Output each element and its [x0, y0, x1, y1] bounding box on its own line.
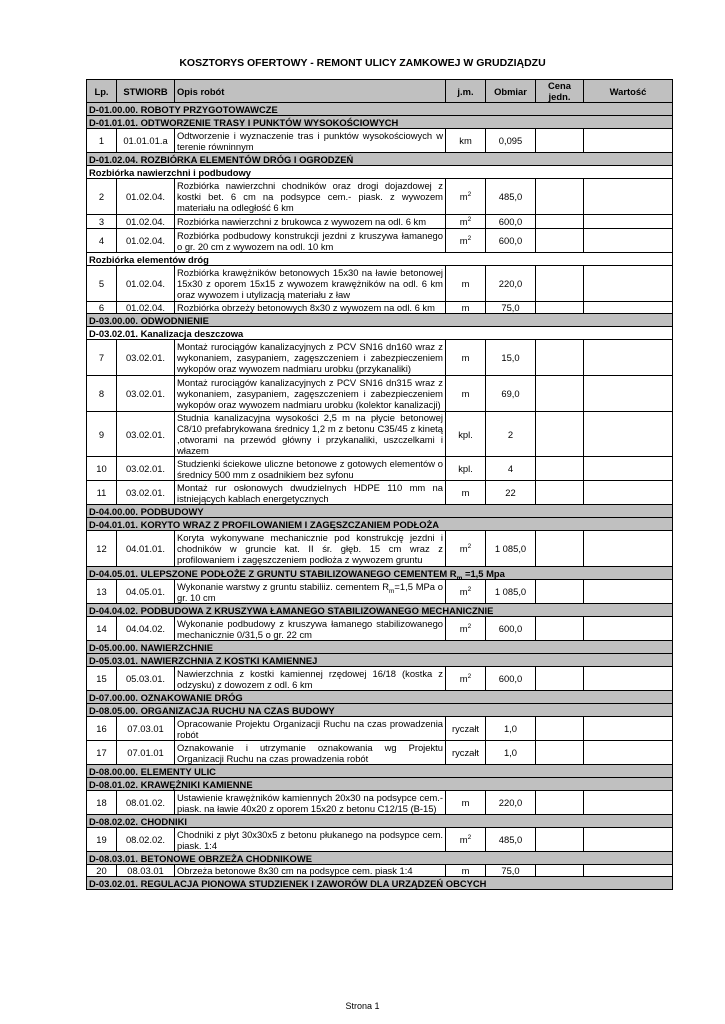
- table-row: [87, 828, 673, 852]
- table-row: [87, 617, 673, 641]
- opis-text: Studzienki ściekowe uliczne betonowe z gotowych elementów o średnicy 500 mm z osadnikiem bez syfonu: [177, 457, 443, 480]
- subsection-row: [87, 327, 673, 340]
- jm-superscript: 2: [467, 190, 472, 198]
- section-text: Rozbiórka elementów dróg: [89, 253, 209, 265]
- section-row: [87, 765, 673, 778]
- cell-wartosc: [584, 741, 673, 765]
- cell-cena: [536, 340, 584, 376]
- header-cena: Cena jedn.: [536, 80, 584, 103]
- table-row: [87, 340, 673, 376]
- cell-wartosc: [584, 266, 673, 302]
- cell-wartosc: [584, 580, 673, 604]
- cell-cena: [536, 531, 584, 567]
- section-row: [87, 654, 673, 667]
- cell-stwiorb: 08.01.02.: [117, 791, 175, 815]
- section-title: [87, 691, 673, 704]
- cell-stwiorb: 05.03.01.: [117, 667, 175, 691]
- cell-stwiorb: 01.02.04.: [117, 179, 175, 215]
- cell-opis: [175, 229, 446, 253]
- cell-wartosc: [584, 865, 673, 877]
- section-text-after: =1,5 Mpa: [462, 567, 505, 579]
- cell-obmiar: 69,0: [486, 376, 536, 412]
- section-row: [87, 103, 673, 116]
- jm-text: m: [461, 388, 470, 399]
- section-text: D-08.00.00. ELEMENTY ULIC: [89, 765, 216, 777]
- cell-jm: [446, 229, 486, 253]
- jm-text: m: [459, 235, 468, 246]
- jm-superscript: 2: [467, 234, 472, 242]
- jm-superscript: 2: [467, 622, 472, 630]
- table-row: [87, 376, 673, 412]
- cell-obmiar: 600,0: [486, 667, 536, 691]
- section-row: [87, 704, 673, 717]
- cell-stwiorb: 01.02.04.: [117, 229, 175, 253]
- cell-cena: [536, 376, 584, 412]
- cell-wartosc: [584, 457, 673, 481]
- cell-obmiar: 2: [486, 412, 536, 457]
- table-row: [87, 457, 673, 481]
- cell-jm: [446, 412, 486, 457]
- cell-obmiar: 0,095: [486, 129, 536, 153]
- cell-lp: 17: [87, 741, 117, 765]
- cell-opis: [175, 531, 446, 567]
- jm-superscript: 2: [467, 542, 472, 550]
- cell-wartosc: [584, 717, 673, 741]
- table-row: [87, 531, 673, 567]
- cell-lp: 6: [87, 302, 117, 314]
- cell-wartosc: [584, 828, 673, 852]
- cell-stwiorb: 04.05.01.: [117, 580, 175, 604]
- jm-text: m: [459, 834, 468, 845]
- cell-opis: [175, 828, 446, 852]
- section-text: Rozbiórka nawierzchni i podbudowy: [89, 166, 251, 178]
- cell-opis: [175, 376, 446, 412]
- cell-obmiar: 600,0: [486, 215, 536, 229]
- section-text: D-01.00.00. ROBOTY PRZYGOTOWAWCZE: [89, 103, 278, 115]
- cell-stwiorb: 03.02.01.: [117, 376, 175, 412]
- section-row: [87, 852, 673, 865]
- cell-wartosc: [584, 617, 673, 641]
- cell-opis: [175, 667, 446, 691]
- section-text: D-03.02.01. Kanalizacja deszczowa: [89, 327, 244, 339]
- section-text: D-04.01.01. KORYTO WRAZ Z PROFILOWANIEM I ZAGĘSZCZANIEM PODŁOŻA: [89, 518, 440, 530]
- cell-stwiorb: 08.03.01: [117, 865, 175, 877]
- cell-wartosc: [584, 340, 673, 376]
- section-title: [87, 815, 673, 828]
- opis-text: Rozbiórka obrzeży betonowych 8x30 z wywozem na odl. 6 km: [177, 302, 435, 313]
- cell-cena: [536, 215, 584, 229]
- cell-obmiar: 4: [486, 457, 536, 481]
- page-footer: Strona 1: [345, 1001, 380, 1011]
- section-title: [87, 778, 673, 791]
- cell-jm: [446, 266, 486, 302]
- section-text: D-01.02.04. ROZBIÓRKA ELEMENTÓW DRÓG I OGRODZEŃ: [89, 153, 354, 165]
- cell-stwiorb: 03.02.01.: [117, 481, 175, 505]
- cell-opis: [175, 717, 446, 741]
- table-row: [87, 865, 673, 877]
- section-text: D-05.03.01. NAWIERZCHNIA Z KOSTKI KAMIENNEJ: [89, 654, 318, 666]
- cell-obmiar: 75,0: [486, 865, 536, 877]
- cell-cena: [536, 580, 584, 604]
- cell-stwiorb: 01.01.01.a: [117, 129, 175, 153]
- cell-cena: [536, 302, 584, 314]
- section-text: D-04.00.00. PODBUDOWY: [89, 505, 204, 517]
- cell-cena: [536, 229, 584, 253]
- opis-text: Rozbiórka nawierzchni z brukowca z wywozem na odl. 6 km: [177, 216, 427, 227]
- cell-stwiorb: 01.02.04.: [117, 302, 175, 314]
- section-title: [87, 518, 673, 531]
- cell-lp: 13: [87, 580, 117, 604]
- section-title: [87, 567, 673, 580]
- cell-cena: [536, 791, 584, 815]
- cell-lp: 12: [87, 531, 117, 567]
- header-opis: Opis robót: [175, 80, 446, 103]
- section-text: D-07.00.00. OZNAKOWANIE DRÓG: [89, 691, 243, 703]
- table-row: [87, 481, 673, 505]
- opis-text: Nawierzchnia z kostki kamiennej rzędowej 16/18 (kostka z odzysku) z dowozem z odl. 6 km: [177, 667, 443, 690]
- cell-jm: [446, 580, 486, 604]
- cell-jm: [446, 129, 486, 153]
- cell-lp: 1: [87, 129, 117, 153]
- header-jm: j.m.: [446, 80, 486, 103]
- cell-lp: 8: [87, 376, 117, 412]
- table-row: [87, 302, 673, 314]
- jm-text: m: [461, 487, 470, 498]
- cell-wartosc: [584, 412, 673, 457]
- cell-stwiorb: 07.03.01: [117, 717, 175, 741]
- opis-text: Odtworzenie i wyznaczenie tras i punktów wysokościowych w terenie równinnym: [177, 129, 443, 152]
- section-text: D-01.01.01. ODTWORZENIE TRASY I PUNKTÓW WYSOKOŚCIOWYCH: [89, 116, 399, 128]
- section-row: [87, 641, 673, 654]
- cell-jm: [446, 828, 486, 852]
- opis-text: Wykonanie warstwy z gruntu stabiliiz. cementem R: [177, 580, 389, 592]
- cell-obmiar: 75,0: [486, 302, 536, 314]
- section-title: [87, 877, 673, 890]
- jm-text: m: [461, 302, 470, 313]
- cell-stwiorb: 04.01.01.: [117, 531, 175, 567]
- section-title: [87, 153, 673, 166]
- cell-lp: 19: [87, 828, 117, 852]
- section-title: [87, 327, 673, 340]
- cell-obmiar: 485,0: [486, 179, 536, 215]
- cell-opis: [175, 741, 446, 765]
- cell-opis: [175, 215, 446, 229]
- header-stwiorb: STWIORB: [117, 80, 175, 103]
- cell-cena: [536, 412, 584, 457]
- section-title: [87, 852, 673, 865]
- section-subscript: m: [456, 574, 463, 580]
- cell-opis: [175, 266, 446, 302]
- cell-obmiar: 1 085,0: [486, 580, 536, 604]
- cell-jm: [446, 179, 486, 215]
- cell-jm: [446, 481, 486, 505]
- cell-lp: 5: [87, 266, 117, 302]
- jm-text: ryczałt: [451, 723, 480, 734]
- opis-text: Oznakowanie i utrzymanie oznakowania wg Projektu Organizacji Ruchu na czas prowadzenia robót: [177, 741, 443, 764]
- cell-obmiar: 15,0: [486, 340, 536, 376]
- opis-text: Koryta wykonywane mechanicznie pod konstrukcję jezdni i chodników w gruncie kat. II śr. głęb. 15 cm wraz z profilowaniem i zagęszczeniem podłoża z wywozem gruntu: [177, 532, 443, 565]
- section-title: [87, 103, 673, 116]
- cell-jm: [446, 376, 486, 412]
- jm-superscript: 2: [467, 672, 472, 680]
- cell-cena: [536, 617, 584, 641]
- opis-text: Montaż rurociągów kanalizacyjnych z PCV SN16 dn315 wraz z wykonaniem, zasypaniem, zagęszczeniem i zabezpieczeniem wykopów oraz wywozem nadmiaru urobku (kolektor kanalizacji): [177, 377, 443, 410]
- cell-lp: 16: [87, 717, 117, 741]
- table-body: [87, 103, 673, 890]
- section-title: [87, 505, 673, 518]
- cell-jm: [446, 865, 486, 877]
- jm-text: m: [459, 673, 468, 684]
- cell-stwiorb: 03.02.01.: [117, 340, 175, 376]
- opis-subscript: m: [389, 587, 395, 595]
- section-title: [87, 765, 673, 778]
- table-row: [87, 412, 673, 457]
- cell-stwiorb: 03.02.01.: [117, 457, 175, 481]
- section-text: D-08.01.02. KRAWĘŻNIKI KAMIENNE: [89, 778, 253, 790]
- table-row: [87, 129, 673, 153]
- cell-jm: [446, 667, 486, 691]
- cell-jm: [446, 617, 486, 641]
- jm-text: m: [459, 543, 468, 554]
- cell-obmiar: 1 085,0: [486, 531, 536, 567]
- section-title: [87, 314, 673, 327]
- document-title: KOSZTORYS OFERTOWY - REMONT ULICY ZAMKOWEJ W GRUDZIĄDZU: [179, 57, 546, 69]
- cell-cena: [536, 667, 584, 691]
- section-row: [87, 505, 673, 518]
- subsection-row: [87, 166, 673, 179]
- section-title: [87, 253, 673, 266]
- section-row: [87, 116, 673, 129]
- opis-text: Studnia kanalizacyjna wysokości 2,5 m na płycie betonowej C8/10 prefabrykowana średnicy 1,2 m z betonu C35/45 z kinetą ,otworami na przewód główny i przykanaliki, uszczelkami i włazem: [177, 412, 443, 456]
- section-text: D-08.03.01. BETONOWE OBRZEŻA CHODNIKOWE: [89, 852, 312, 864]
- opis-text: Ustawienie krawężników kamiennych 20x30 na podsypce cem.-piask. na ławie 40x20 z oporem 15x20 z betonu C12/15 (B-15): [177, 791, 443, 814]
- cell-lp: 18: [87, 791, 117, 815]
- cell-stwiorb: 04.04.02.: [117, 617, 175, 641]
- table-row: [87, 791, 673, 815]
- cell-cena: [536, 828, 584, 852]
- header-lp: Lp.: [87, 80, 117, 103]
- cell-jm: [446, 215, 486, 229]
- cell-wartosc: [584, 791, 673, 815]
- section-row: [87, 815, 673, 828]
- cell-cena: [536, 481, 584, 505]
- jm-text: m: [459, 191, 468, 202]
- table-row: [87, 215, 673, 229]
- cell-stwiorb: 07.01.01: [117, 741, 175, 765]
- cell-obmiar: 485,0: [486, 828, 536, 852]
- cell-lp: 4: [87, 229, 117, 253]
- cell-cena: [536, 717, 584, 741]
- cost-estimate-table: [86, 79, 673, 890]
- cell-cena: [536, 129, 584, 153]
- section-row: [87, 153, 673, 166]
- opis-text: Chodniki z płyt 30x30x5 z betonu płukanego na podsypce cem. piask. 1:4: [177, 828, 443, 851]
- cell-opis: [175, 302, 446, 314]
- cell-cena: [536, 179, 584, 215]
- section-row: [87, 567, 673, 580]
- cell-jm: [446, 340, 486, 376]
- cell-opis: [175, 412, 446, 457]
- jm-text: kpl.: [458, 428, 473, 440]
- cell-opis: [175, 340, 446, 376]
- section-row: [87, 604, 673, 617]
- opis-text: Rozbiórka nawierzchni chodników oraz drogi dojazdowej z kostki bet. 6 cm na podsypce cem.- piask. z wywozem materiału na odległość 6 km: [177, 180, 443, 213]
- cell-obmiar: 1,0: [486, 717, 536, 741]
- section-row: [87, 691, 673, 704]
- section-row: [87, 877, 673, 890]
- table-row: [87, 741, 673, 765]
- jm-superscript: 2: [467, 833, 472, 841]
- cell-lp: 9: [87, 412, 117, 457]
- cell-cena: [536, 266, 584, 302]
- header-wartosc: Wartość: [584, 80, 673, 103]
- cell-wartosc: [584, 376, 673, 412]
- cell-jm: [446, 791, 486, 815]
- section-text: D-08.05.00. ORGANIZACJA RUCHU NA CZAS BUDOWY: [89, 704, 335, 716]
- cell-wartosc: [584, 129, 673, 153]
- cell-obmiar: 1,0: [486, 741, 536, 765]
- section-title: [87, 654, 673, 667]
- cell-lp: 15: [87, 667, 117, 691]
- section-text: D-03.02.01. REGULACJA PIONOWA STUDZIENEK I ZAWORÓW DLA URZĄDZEŃ OBCYCH: [89, 877, 487, 889]
- section-text: D-04.04.02. PODBUDOWA Z KRUSZYWA ŁAMANEGO STABILIZOWANEGO MECHANICZNIE: [89, 604, 494, 616]
- cell-jm: [446, 741, 486, 765]
- cell-opis: [175, 179, 446, 215]
- cell-stwiorb: 08.02.02.: [117, 828, 175, 852]
- section-title: [87, 166, 673, 179]
- jm-text: m: [461, 797, 470, 808]
- table-row: [87, 580, 673, 604]
- cell-obmiar: 220,0: [486, 266, 536, 302]
- section-text: D-08.02.02. CHODNIKI: [89, 815, 187, 827]
- jm-text: ryczałt: [451, 747, 480, 758]
- jm-text: m: [461, 352, 470, 363]
- cell-opis: [175, 481, 446, 505]
- cell-obmiar: 22: [486, 481, 536, 505]
- jm-text: m: [459, 586, 468, 597]
- section-title: [87, 641, 673, 654]
- cell-stwiorb: 01.02.04.: [117, 215, 175, 229]
- cell-jm: [446, 717, 486, 741]
- cell-wartosc: [584, 481, 673, 505]
- opis-text: Rozbiórka podbudowy konstrukcji jezdni z kruszywa łamanego o gr. 20 cm z wywozem na odl. 10 km: [177, 229, 443, 252]
- cell-opis: [175, 580, 446, 604]
- cell-stwiorb: 03.02.01.: [117, 412, 175, 457]
- cell-wartosc: [584, 179, 673, 215]
- cell-wartosc: [584, 215, 673, 229]
- cell-lp: 11: [87, 481, 117, 505]
- table-row: [87, 179, 673, 215]
- cell-lp: 14: [87, 617, 117, 641]
- header-obmiar: Obmiar: [486, 80, 536, 103]
- cell-wartosc: [584, 302, 673, 314]
- opis-text: Montaż rurociągów kanalizacyjnych z PCV SN16 dn160 wraz z wykonaniem, zasypaniem, zagęszczeniem i zabezpieczeniem wykopów oraz wywozem nadmiaru urobku (przykanaliki): [177, 341, 443, 374]
- cell-cena: [536, 741, 584, 765]
- cell-cena: [536, 457, 584, 481]
- jm-text: m: [461, 278, 470, 289]
- opis-text: Rozbiórka krawężników betonowych 15x30 na ławie betonowej 15x30 z oporem 15x15 z wywozem krawężników na odl. 6 km oraz wywozem i utylizacją materiału z ław: [177, 267, 443, 300]
- cell-obmiar: 600,0: [486, 617, 536, 641]
- cell-lp: 2: [87, 179, 117, 215]
- table-row: [87, 717, 673, 741]
- table-row: [87, 229, 673, 253]
- cell-lp: 10: [87, 457, 117, 481]
- subsection-row: [87, 253, 673, 266]
- cell-wartosc: [584, 667, 673, 691]
- section-text: D-05.00.00. NAWIERZCHNIE: [89, 641, 213, 653]
- cell-obmiar: 220,0: [486, 791, 536, 815]
- cell-jm: [446, 457, 486, 481]
- section-title: [87, 116, 673, 129]
- section-title: [87, 704, 673, 717]
- section-title: [87, 604, 673, 617]
- jm-text: kpl.: [458, 463, 473, 474]
- cell-stwiorb: 01.02.04.: [117, 266, 175, 302]
- table-row: [87, 667, 673, 691]
- cell-opis: [175, 791, 446, 815]
- opis-text: Opracowanie Projektu Organizacji Ruchu na czas prowadzenia robót: [177, 717, 443, 740]
- cell-opis: [175, 129, 446, 153]
- section-text: D-03.00.00. ODWODNIENIE: [89, 314, 209, 326]
- section-row: [87, 518, 673, 531]
- section-text: D-04.05.01. ULEPSZONE PODŁOŻE Z GRUNTU STABILIZOWANEGO CEMENTEM R: [89, 567, 457, 579]
- jm-text: m: [459, 216, 468, 227]
- cell-opis: [175, 617, 446, 641]
- table-row: [87, 266, 673, 302]
- jm-text: m: [461, 865, 470, 876]
- cell-jm: [446, 531, 486, 567]
- cell-lp: 3: [87, 215, 117, 229]
- cell-cena: [536, 865, 584, 877]
- section-row: [87, 778, 673, 791]
- section-row: [87, 314, 673, 327]
- cell-opis: [175, 865, 446, 877]
- cell-lp: 7: [87, 340, 117, 376]
- cell-wartosc: [584, 229, 673, 253]
- jm-superscript: 2: [467, 585, 472, 593]
- jm-text: m: [459, 623, 468, 634]
- jm-superscript: 2: [467, 215, 472, 223]
- jm-text: km: [459, 135, 472, 146]
- cell-opis: [175, 457, 446, 481]
- opis-text-after: =1,5 MPa o gr. 10 cm: [177, 580, 443, 603]
- opis-text: Obrzeża betonowe 8x30 cm na podsypce cem. piask 1:4: [177, 865, 413, 876]
- cell-obmiar: 600,0: [486, 229, 536, 253]
- cell-jm: [446, 302, 486, 314]
- opis-text: Montaż rur osłonowych dwudzielnych HDPE 110 mm na istniejących kablach energetycznych: [177, 481, 443, 504]
- cell-wartosc: [584, 531, 673, 567]
- opis-text: Wykonanie podbudowy z kruszywa łamanego stabilizowanego mechanicznie 0/31,5 o gr. 22 cm: [177, 617, 443, 640]
- cell-lp: 20: [87, 865, 117, 877]
- table-header-row: [87, 80, 673, 103]
